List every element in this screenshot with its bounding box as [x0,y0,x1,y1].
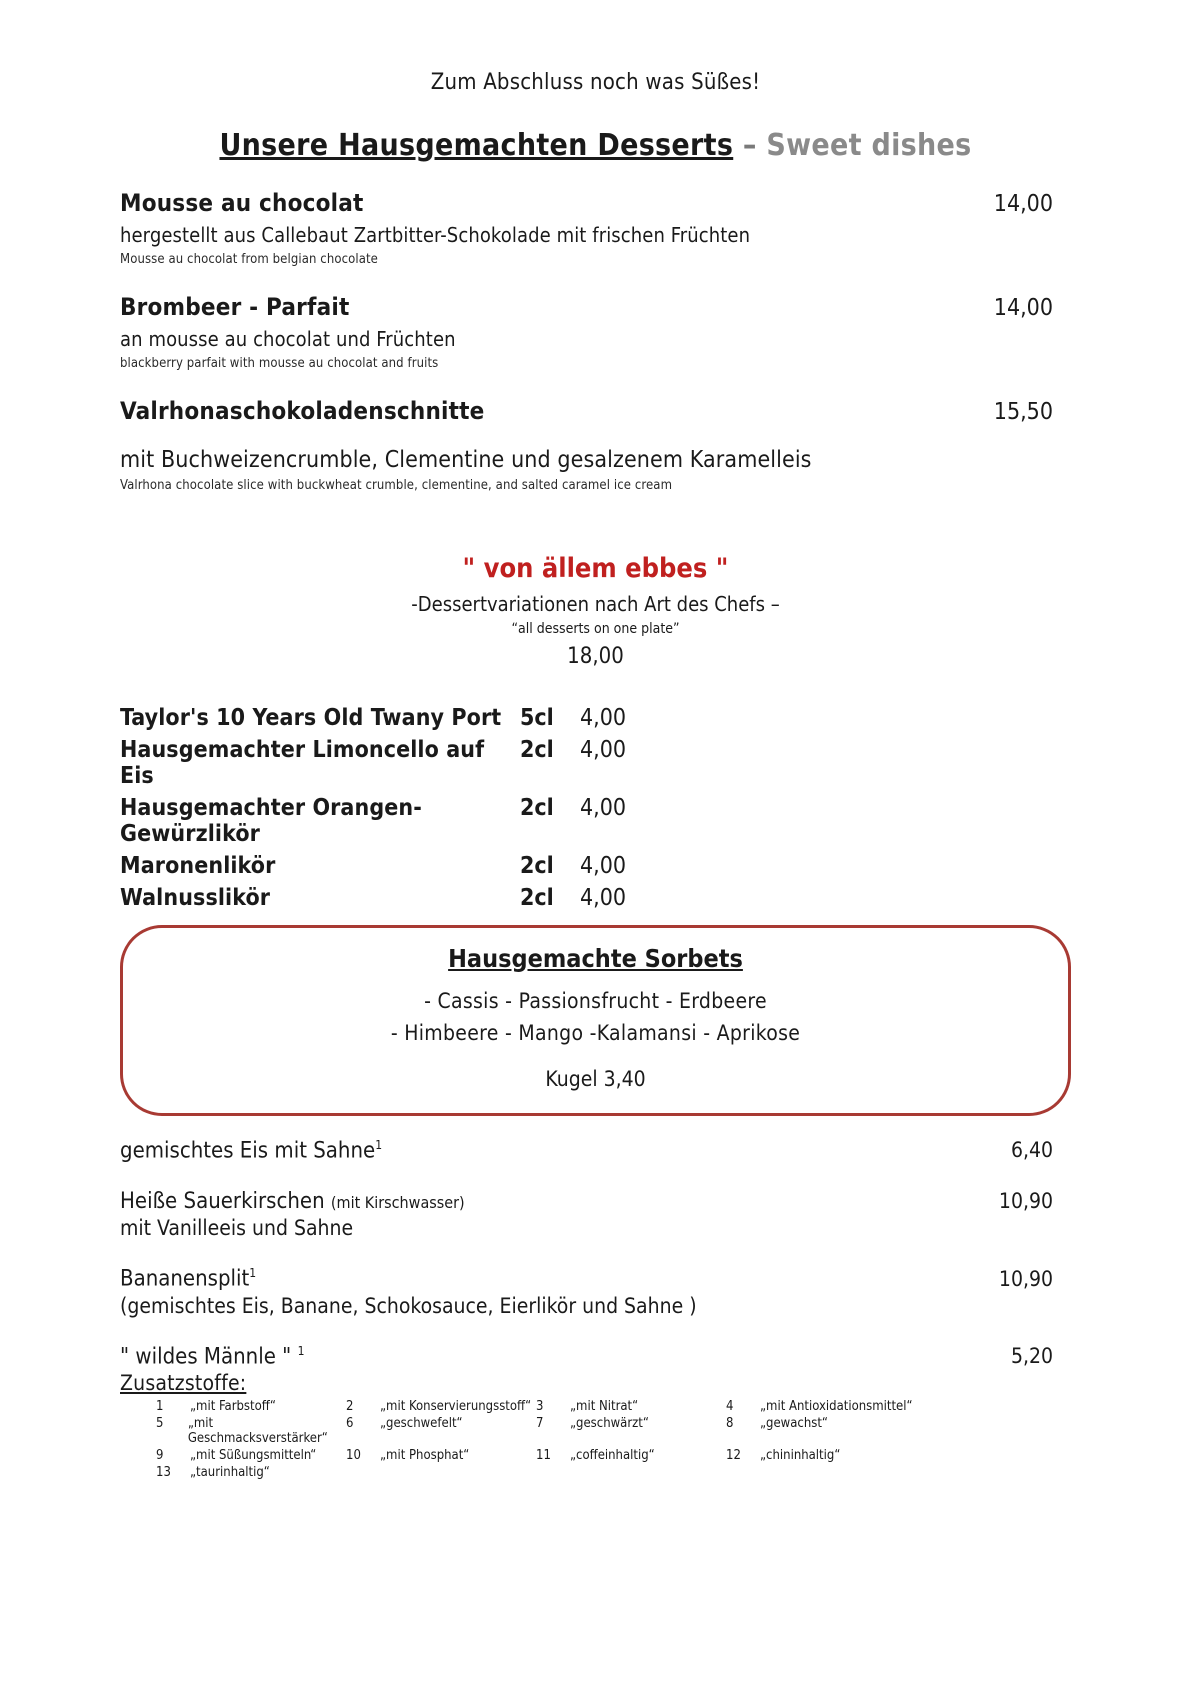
ice-dish-row [120,1138,1071,1163]
additive-text: „coffeinhaltig“ [570,1447,655,1463]
additives-row [156,1448,916,1463]
additives-heading: Zusatzstoffe: [120,1370,247,1395]
ice-dish-price: 5,20 [1010,1343,1053,1368]
additive-number: 2 [346,1398,354,1414]
additives-block [120,1371,1071,1480]
additive-entry [726,1399,916,1414]
digestif-size: 2cl [520,795,554,821]
digestif-price: 4,00 [580,705,627,731]
additive-entry [156,1416,346,1446]
ice-dish-item [120,1266,1071,1317]
ice-dish-subtext: mit Vanilleeis und Sahne [120,1216,354,1241]
additive-entry [346,1448,536,1463]
additive-number: 6 [346,1415,354,1431]
digestif-size: 2cl [520,885,554,911]
ice-dish-row [120,1344,1071,1369]
additive-number: 5 [156,1415,164,1431]
additive-number: 3 [536,1398,544,1414]
digestif-row [120,853,1071,879]
additive-number: 12 [726,1447,741,1463]
digestif-size: 2cl [520,853,554,879]
chef-selection-title: " von ällem ebbes " [462,553,729,584]
digestif-row [120,705,1071,731]
additive-number: 4 [726,1398,734,1414]
digestif-price: 4,00 [580,885,627,911]
sorbet-flavors-line-2: - Himbeere - Mango -Kalamansi - Aprikose [390,1021,801,1045]
page-title-dash: – [733,128,767,163]
dessert-name: Valrhonaschokoladenschnitte [120,397,485,425]
additive-entry [346,1416,536,1446]
additive-number: 1 [156,1398,164,1414]
dessert-head-row [120,293,1071,321]
dessert-price: 14,00 [993,295,1053,321]
digestif-price: 4,00 [580,795,627,821]
page-title-german: Unsere Hausgemachten Desserts [219,128,734,163]
ice-dish-price: 10,90 [998,1189,1053,1214]
digestif-price: 4,00 [580,853,627,879]
dessert-name: Mousse au chocolat [120,189,364,217]
ice-dish-subtext: (gemischtes Eis, Banane, Schokosauce, Eierlikör und Sahne ) [120,1293,697,1318]
dessert-head-row [120,189,1071,217]
dessert-item [120,397,1071,493]
additive-entry [726,1448,916,1463]
additive-entry [156,1465,346,1480]
additive-number: 10 [346,1447,361,1463]
sorbet-price: Kugel 3,40 [545,1067,646,1091]
additive-text: „chininhaltig“ [760,1447,841,1463]
digestif-list [120,705,1071,911]
chef-selection-english: “all desserts on one plate” [511,621,680,637]
digestif-size: 5cl [520,705,554,731]
additive-number: 13 [156,1464,171,1480]
digestif-row [120,737,1071,789]
digestif-name: Hausgemachter Orangen-Gewürzlikör [120,795,422,847]
additive-text: „gewachst“ [760,1415,828,1431]
dessert-description: mit Buchweizencrumble, Clementine und gesalzenem Karamelleis [120,447,812,473]
ice-dish-name [120,1266,256,1291]
ice-dish-additive-marker: 1 [297,1343,305,1358]
dessert-description-english: Mousse au chocolat from belgian chocolate [120,252,378,267]
page-title-english: Sweet dishes [766,128,972,163]
additive-entry [156,1399,346,1414]
menu-content [120,0,1071,1482]
ice-dish-item [120,1344,1071,1369]
additive-number: 11 [536,1447,551,1463]
dessert-item [120,293,1071,371]
additive-entry [536,1399,726,1414]
ice-dish-price: 10,90 [998,1266,1053,1291]
digestif-row [120,885,1071,911]
dessert-price: 15,50 [993,399,1053,425]
additive-entry [346,1399,536,1414]
dessert-price: 14,00 [993,191,1053,217]
sorbet-flavors-line-1: - Cassis - Passionsfrucht - Erdbeere [424,989,767,1013]
digestif-size: 2cl [520,737,554,763]
additive-text: „mit Geschmacksverstärker“ [187,1415,328,1446]
ice-dish-price: 6,40 [1010,1138,1053,1163]
ice-dish-note: (mit Kirschwasser) [330,1193,465,1213]
ice-dish-additive-marker: 1 [375,1138,383,1152]
chef-selection-block [120,553,1071,669]
ice-dish-name [120,1189,465,1214]
ice-dish-name [120,1138,382,1163]
dessert-head-row [120,397,1071,425]
ice-dish-name-text: gemischtes Eis mit Sahne [120,1138,376,1164]
additive-text: „mit Süßungsmitteln“ [190,1447,317,1463]
intro-line: Zum Abschluss noch was Süßes! [430,70,761,95]
digestif-name: Taylor's 10 Years Old Twany Port [120,705,502,731]
additive-entry [536,1416,726,1446]
additive-number: 9 [156,1447,164,1463]
additive-text: „geschwärzt“ [570,1415,649,1431]
ice-dish-item [120,1189,1071,1240]
ice-dish-name-text: " wildes Männle " [120,1343,298,1369]
additive-number: 8 [726,1415,734,1431]
ice-dish-additive-marker: 1 [249,1266,257,1281]
additive-text: „mit Konservierungsstoff“ [380,1398,532,1414]
dessert-description-english: blackberry parfait with mousse au chocolat and fruits [120,356,439,371]
ice-dish-row [120,1189,1071,1214]
additives-row [156,1465,916,1480]
additive-entry [156,1448,346,1463]
additives-table [156,1399,916,1480]
page-title [120,128,1071,163]
additives-row [156,1416,916,1446]
additives-row [156,1399,916,1414]
digestif-name: Maronenlikör [120,853,276,879]
digestif-row [120,795,1071,847]
digestif-price: 4,00 [580,737,627,763]
additive-text: „geschwefelt“ [380,1415,463,1431]
dessert-description-english: Valrhona chocolate slice with buckwheat crumble, clementine, and salted caramel ice cream [120,478,673,493]
ice-dish-name-text: Bananensplit [120,1266,250,1292]
ice-dish-name-text: Heiße Sauerkirschen [120,1189,331,1215]
dessert-name: Brombeer - Parfait [120,293,350,321]
digestif-name: Hausgemachter Limoncello auf Eis [120,737,485,789]
dessert-item [120,189,1071,267]
additive-text: „mit Farbstoff“ [190,1398,276,1414]
ice-dish-item [120,1138,1071,1163]
sorbet-title: Hausgemachte Sorbets [448,944,743,973]
additive-text: „mit Nitrat“ [570,1398,639,1414]
chef-selection-subtitle: -Dessertvariationen nach Art des Chefs – [411,592,780,616]
sorbet-box [120,925,1071,1116]
additive-entry [726,1416,916,1446]
additive-entry [536,1448,726,1463]
digestif-name: Walnusslikör [120,885,271,911]
additive-text: „taurinhaltig“ [190,1464,270,1480]
chef-selection-price: 18,00 [567,644,624,669]
ice-dish-row [120,1266,1071,1291]
dessert-description: an mousse au chocolat und Früchten [120,327,456,351]
additive-text: „mit Antioxidationsmittel“ [760,1398,913,1414]
additive-text: „mit Phosphat“ [380,1447,470,1463]
ice-dish-name [120,1344,304,1369]
dessert-description: hergestellt aus Callebaut Zartbitter-Schokolade mit frischen Früchten [120,223,751,247]
additive-number: 7 [536,1415,544,1431]
